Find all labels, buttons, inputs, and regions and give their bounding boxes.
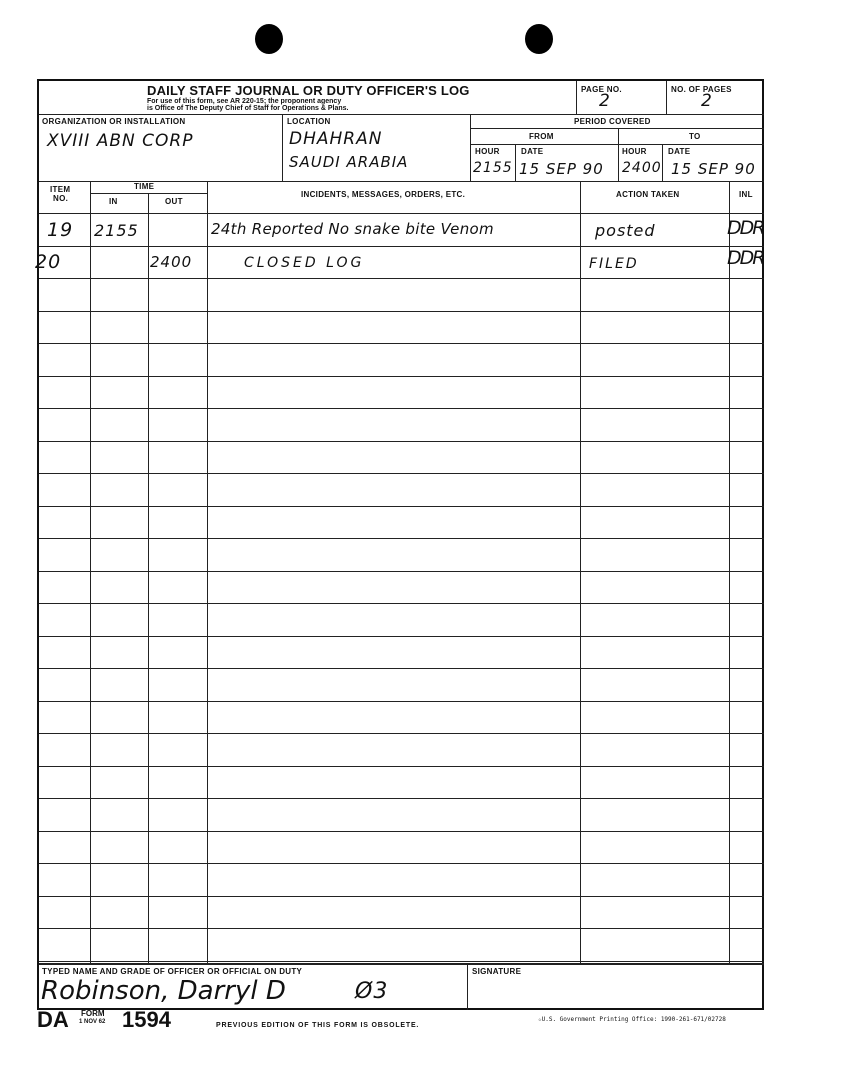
period-covered-label: PERIOD COVERED — [574, 117, 651, 126]
grid-column-line — [729, 181, 730, 963]
to-hour-label: HOUR — [622, 147, 647, 156]
row-item-no[interactable]: 20 — [35, 251, 62, 273]
col-time-label: TIME — [134, 182, 155, 191]
grid-row-line — [39, 311, 764, 312]
grid-row-line — [39, 798, 764, 799]
row-time-in[interactable]: 2155 — [94, 221, 139, 240]
grid-row-line — [39, 213, 764, 214]
from-date-label: DATE — [521, 147, 544, 156]
from-hour-value[interactable]: 2155 — [473, 160, 513, 176]
footer-form-number: 1594 — [122, 1007, 171, 1032]
col-action-label: ACTION TAKEN — [616, 190, 680, 199]
no-of-pages-value[interactable]: 2 — [701, 91, 713, 111]
grid-row-line — [39, 961, 764, 962]
grid-column-line — [90, 181, 91, 963]
grid-row-line — [39, 928, 764, 929]
grid-row-line — [39, 831, 764, 832]
to-date-value[interactable]: 15 SEP 90 — [671, 160, 756, 178]
to-hour-value[interactable]: 2400 — [622, 160, 662, 176]
form-title: DAILY STAFF JOURNAL OR DUTY OFFICER'S LOG — [147, 83, 470, 98]
org-label: ORGANIZATION OR INSTALLATION — [42, 117, 186, 126]
footer-form-word: FORM — [81, 1009, 105, 1018]
footer-form-date: 1 NOV 62 — [79, 1019, 106, 1025]
grid-row-line — [39, 603, 764, 604]
grid-row-line — [39, 376, 764, 377]
grade-value[interactable]: Ø3 — [355, 979, 389, 1004]
grid-row-line — [39, 701, 764, 702]
footer-obsolete-notice: PREVIOUS EDITION OF THIS FORM IS OBSOLETE. — [216, 1022, 420, 1029]
location-line1[interactable]: DHAHRAN — [289, 129, 383, 149]
grid-row-line — [39, 668, 764, 669]
grid-row-line — [39, 571, 764, 572]
row-initials[interactable]: DDR — [727, 217, 764, 239]
from-label: FROM — [529, 132, 554, 141]
row-action[interactable]: posted — [595, 221, 656, 240]
location-line2[interactable]: SAUDI ARABIA — [289, 153, 409, 171]
no-of-pages-label: NO. OF PAGES — [671, 85, 732, 94]
grid-row-line — [39, 343, 764, 344]
to-date-label: DATE — [668, 147, 691, 156]
typed-name-value[interactable]: Robinson, Darryl D — [41, 976, 286, 1006]
row-incident[interactable]: 24th Reported No snake bite Venom — [211, 220, 494, 238]
grid-row-line — [39, 408, 764, 409]
grid-row-line — [39, 441, 764, 442]
typed-name-label: TYPED NAME AND GRADE OF OFFICER OR OFFICIAL ON DUTY — [42, 967, 303, 976]
col-in-label: IN — [109, 197, 118, 206]
grid-column-line — [148, 193, 149, 963]
footer-gpo-imprint: ☆U.S. Government Printing Office: 1990-261-671/02728 — [538, 1016, 726, 1023]
page-no-label: PAGE NO. — [581, 85, 622, 94]
col-incidents-label: INCIDENTS, MESSAGES, ORDERS, ETC. — [301, 190, 466, 199]
row-time-out[interactable]: 2400 — [150, 253, 193, 271]
row-incident[interactable]: CLOSED LOG — [244, 255, 365, 271]
row-action[interactable]: FILED — [589, 256, 639, 272]
col-inl-label: INL — [739, 190, 753, 199]
signature-label: SIGNATURE — [472, 967, 522, 976]
org-value[interactable]: XVIII ABN CORP — [47, 131, 194, 151]
grid-row-line — [39, 473, 764, 474]
to-label: TO — [689, 132, 701, 141]
grid-column-line — [580, 181, 581, 963]
grid-row-line — [39, 246, 764, 247]
row-item-no[interactable]: 19 — [47, 219, 74, 241]
grid-row-line — [39, 896, 764, 897]
grid-row-line — [39, 863, 764, 864]
footer-da: DA — [37, 1007, 69, 1032]
binder-hole-right — [525, 24, 553, 54]
form-subtitle-line1: For use of this form, see AR 220-15; the proponent agency — [147, 98, 342, 105]
signature-field[interactable] — [469, 979, 762, 1009]
grid-row-line — [39, 538, 764, 539]
grid-column-line — [207, 181, 208, 963]
row-initials[interactable]: DDR — [727, 247, 764, 269]
page-no-value[interactable]: 2 — [599, 91, 611, 111]
binder-hole-left — [255, 24, 283, 54]
from-hour-label: HOUR — [475, 147, 500, 156]
col-no-label: NO. — [53, 194, 69, 203]
duty-log-form — [37, 79, 764, 1010]
grid-row-line — [39, 766, 764, 767]
grid-row-line — [39, 636, 764, 637]
form-subtitle-line2: is Office of The Deputy Chief of Staff for Operations & Plans. — [147, 105, 349, 112]
col-item-label: ITEM — [50, 185, 71, 194]
grid-row-line — [39, 733, 764, 734]
grid-row-line — [39, 278, 764, 279]
col-out-label: OUT — [165, 197, 183, 206]
grid-row-line — [39, 506, 764, 507]
location-label: LOCATION — [287, 117, 331, 126]
from-date-value[interactable]: 15 SEP 90 — [519, 160, 604, 178]
